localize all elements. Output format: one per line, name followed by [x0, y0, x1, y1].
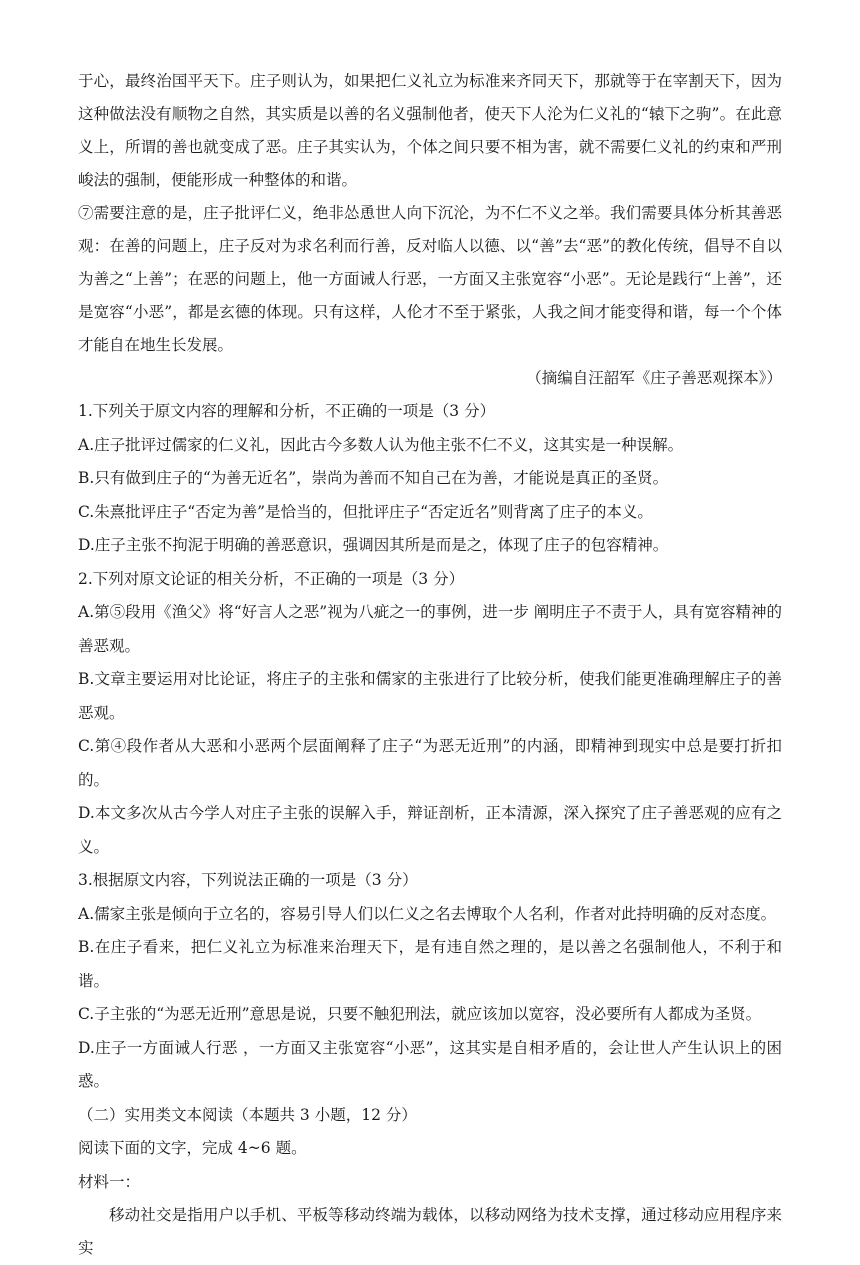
question-stem: 2.下列对原文论证的相关分析，不正确的一项是（3 分）	[78, 569, 465, 588]
question-option: D.本文多次从古今学人对庄子主张的误解入手，辩证剖析，正本清源，深入探究了庄子善恶观的应有之义。	[78, 804, 782, 856]
question-3	[78, 864, 782, 1099]
material-label: 材料一：	[78, 1172, 141, 1191]
question-option: A.儒家主张是倾向于立名的，容易引导人们以仁义之名去博取个人名利，作者对此持明确的反对态度。	[78, 904, 777, 923]
question-option: D.庄子主张不拘泥于明确的善恶意识，强调因其所是而是之，体现了庄子的包容精神。	[78, 536, 669, 554]
material-paragraph: 移动社交是指用户以手机、平板等移动终端为载体，以移动网络为技术支撑，通过移动应用程序来实	[78, 1206, 782, 1257]
question-option: D.庄子一方面诫人行恶 ，一方面又主张宽容“小恶”，这其实是自相矛盾的，会让世人产生认识上的困惑。	[78, 1038, 782, 1090]
question-2	[78, 563, 782, 865]
question-option: A.庄子批评过儒家的仁义礼，因此古今多数人认为他主张不仁不义，这其实是一种误解。	[78, 435, 684, 454]
passage-source: （摘编自汪韶军《庄子善恶观探本》）	[526, 369, 782, 387]
question-option: A.第⑤段用《渔父》将“好言人之恶”视为八疵之一的事例，进一步 阐明庄子不责于人，具有宽容精神的善恶观。	[78, 603, 782, 655]
question-option: B.只有做到庄子的“为善无近名”，崇尚为善而不知自己在为善，才能说是真正的圣贤。	[78, 469, 669, 487]
question-1	[78, 395, 782, 563]
passage-paragraph-7: ⑦需要注意的是，庄子批评仁义，绝非怂恿世人向下沉沦，为不仁不义之举。我们需要具体分析其善恶观：在善的问题上，庄子反对为求名利而行善，反对临人以德、以“善”去“恶”的教化传统，倡导不自以为善之“上善”；在恶的问题上，他一方面诫人行恶，一方面又主张宽容“小恶”。无论是践行“上善”，还是宽容“小恶”，都是玄德的体现。只有这样，人伦才不至于紧张，人我之间才能变得和谐，每一个个体才能自在地生长发展。	[78, 204, 782, 354]
question-option: C.第④段作者从大恶和小恶两个层面阐释了庄子“为恶无近刑”的内涵，即精神到现实中总是要打折扣的。	[78, 737, 782, 789]
passage-paragraph-6-tail: 于心，最终治国平天下。庄子则认为，如果把仁义礼立为标准来齐同天下，那就等于在宰割天下，因为这种做法没有顺物之自然，其实质是以善的名义强制他者，使天下人沦为仁义礼的“辕下之驹”。在此意义上，所谓的善也就变成了恶。庄子其实认为，个体之间只要不相为害，就不需要仁义礼的约束和严刑峻法的强制，便能形成一种整体的和谐。	[78, 72, 782, 189]
section-heading: （二）实用类文本阅读（本题共 3 小题，12 分）	[78, 1105, 417, 1124]
question-stem: 1.下列关于原文内容的理解和分析，不正确的一项是（3 分）	[78, 402, 496, 420]
question-option: B.在庄子看来，把仁义礼立为标准来治理天下，是有违自然之理的，是以善之名强制他人，不利于和谐。	[78, 938, 782, 990]
question-option: C.子主张的“为恶无近刑”意思是说，只要不触犯刑法，就应该加以宽容，没必要所有人都成为圣贤。	[78, 1005, 762, 1023]
question-option: C.朱熹批评庄子“否定为善”是恰当的，但批评庄子“否定近名”则背离了庄子的本义。	[78, 502, 653, 521]
question-stem: 3.根据原文内容，下列说法正确的一项是（3 分）	[78, 871, 418, 889]
question-option: B.文章主要运用对比论证，将庄子的主张和儒家的主张进行了比较分析，使我们能更准确理解庄子的善恶观。	[78, 670, 782, 722]
section-instruction: 阅读下面的文字，完成 4~6 题。	[78, 1139, 307, 1157]
